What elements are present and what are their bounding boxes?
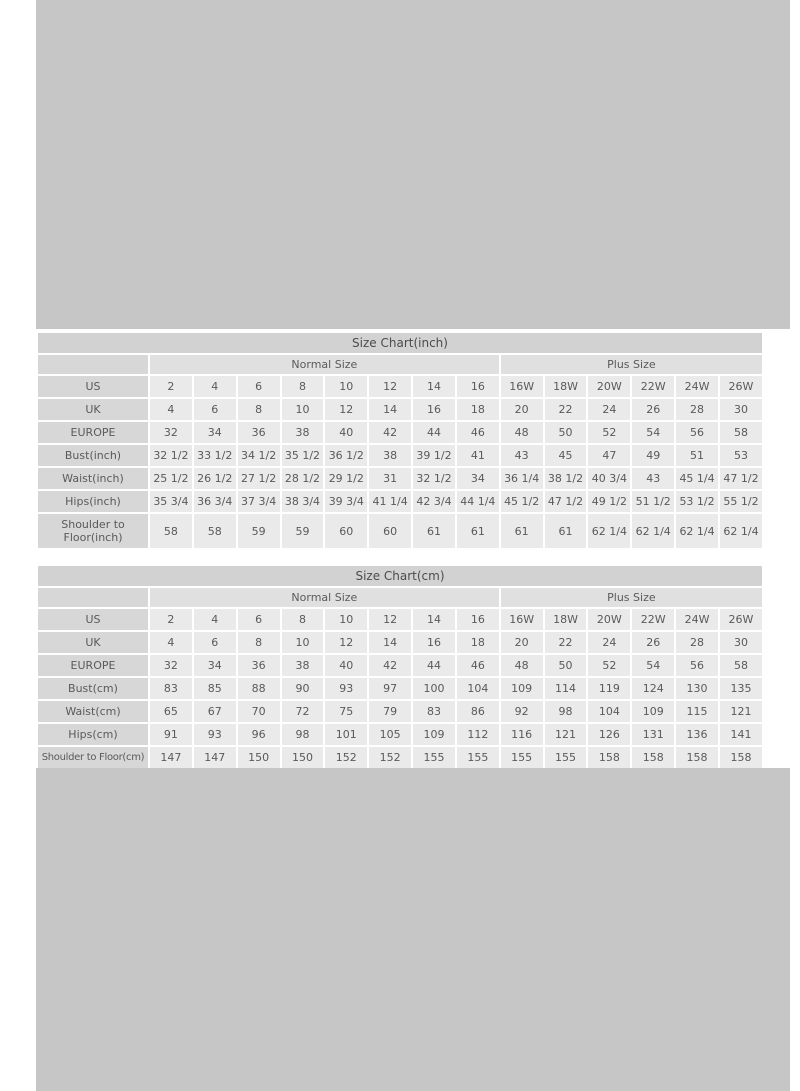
size-value-cell: 30 [720, 632, 762, 653]
size-value-cell: 39 1/2 [413, 445, 455, 466]
size-value-cell: 26W [720, 376, 762, 397]
size-value-cell: 101 [325, 724, 367, 745]
table-row [38, 609, 762, 630]
row-label: Shoulder to Floor(cm) [38, 747, 148, 768]
size-value-cell: 131 [632, 724, 674, 745]
size-value-cell: 16W [501, 609, 543, 630]
plus-size-group-header: Plus Size [501, 355, 762, 374]
column-group-row [38, 588, 762, 607]
size-value-cell: 96 [238, 724, 280, 745]
size-value-cell: 6 [194, 632, 236, 653]
table-row [38, 655, 762, 676]
size-value-cell: 12 [325, 399, 367, 420]
size-value-cell: 16W [501, 376, 543, 397]
size-value-cell: 38 [282, 422, 324, 443]
size-value-cell: 70 [238, 701, 280, 722]
table-row [38, 399, 762, 420]
size-value-cell: 109 [501, 678, 543, 699]
size-value-cell: 93 [325, 678, 367, 699]
size-value-cell: 49 [632, 445, 674, 466]
table-row [38, 514, 762, 548]
size-value-cell: 115 [676, 701, 718, 722]
size-value-cell: 49 1/2 [588, 491, 630, 512]
size-value-cell: 121 [545, 724, 587, 745]
table-row [38, 445, 762, 466]
size-value-cell: 58 [720, 655, 762, 676]
size-value-cell: 14 [369, 399, 411, 420]
size-value-cell: 22 [545, 399, 587, 420]
size-value-cell: 8 [282, 609, 324, 630]
size-value-cell: 8 [282, 376, 324, 397]
row-label: Hips(inch) [38, 491, 148, 512]
size-value-cell: 141 [720, 724, 762, 745]
size-value-cell: 20W [588, 609, 630, 630]
size-value-cell: 58 [194, 514, 236, 548]
table-row [38, 632, 762, 653]
size-value-cell: 33 1/2 [194, 445, 236, 466]
size-value-cell: 46 [457, 655, 499, 676]
size-value-cell: 47 [588, 445, 630, 466]
column-group-row [38, 355, 762, 374]
size-value-cell: 26 [632, 399, 674, 420]
size-value-cell: 104 [457, 678, 499, 699]
size-value-cell: 6 [238, 376, 280, 397]
size-value-cell: 2 [150, 609, 192, 630]
size-value-cell: 109 [413, 724, 455, 745]
size-value-cell: 29 1/2 [325, 468, 367, 489]
size-value-cell: 86 [457, 701, 499, 722]
size-value-cell: 53 1/2 [676, 491, 718, 512]
table-title: Size Chart(cm) [38, 566, 762, 586]
size-value-cell: 158 [720, 747, 762, 768]
size-value-cell: 38 1/2 [545, 468, 587, 489]
size-value-cell: 4 [194, 609, 236, 630]
size-value-cell: 44 [413, 422, 455, 443]
size-value-cell: 40 [325, 422, 367, 443]
table-row [38, 491, 762, 512]
row-label: EUROPE [38, 422, 148, 443]
size-value-cell: 20W [588, 376, 630, 397]
size-value-cell: 83 [150, 678, 192, 699]
size-value-cell: 51 [676, 445, 718, 466]
size-value-cell: 54 [632, 422, 674, 443]
size-value-cell: 10 [282, 399, 324, 420]
size-value-cell: 61 [501, 514, 543, 548]
size-value-cell: 34 [194, 422, 236, 443]
size-value-cell: 158 [588, 747, 630, 768]
size-value-cell: 90 [282, 678, 324, 699]
size-value-cell: 32 1/2 [150, 445, 192, 466]
size-value-cell: 24W [676, 376, 718, 397]
size-value-cell: 85 [194, 678, 236, 699]
size-value-cell: 42 3/4 [413, 491, 455, 512]
size-value-cell: 26W [720, 609, 762, 630]
size-value-cell: 36 1/2 [325, 445, 367, 466]
size-value-cell: 58 [720, 422, 762, 443]
size-value-cell: 14 [413, 609, 455, 630]
size-value-cell: 45 [545, 445, 587, 466]
size-value-cell: 12 [325, 632, 367, 653]
size-value-cell: 130 [676, 678, 718, 699]
size-value-cell: 124 [632, 678, 674, 699]
size-value-cell: 12 [369, 609, 411, 630]
size-value-cell: 150 [282, 747, 324, 768]
row-label: EUROPE [38, 655, 148, 676]
size-value-cell: 10 [282, 632, 324, 653]
size-value-cell: 30 [720, 399, 762, 420]
size-value-cell: 24 [588, 632, 630, 653]
size-value-cell: 98 [282, 724, 324, 745]
size-value-cell: 55 1/2 [720, 491, 762, 512]
normal-size-group-header: Normal Size [150, 588, 499, 607]
size-value-cell: 40 3/4 [588, 468, 630, 489]
size-value-cell: 88 [238, 678, 280, 699]
size-value-cell: 46 [457, 422, 499, 443]
size-value-cell: 147 [150, 747, 192, 768]
size-value-cell: 155 [501, 747, 543, 768]
size-value-cell: 150 [238, 747, 280, 768]
plus-size-group-header: Plus Size [501, 588, 762, 607]
size-value-cell: 28 [676, 632, 718, 653]
size-value-cell: 48 [501, 655, 543, 676]
size-value-cell: 56 [676, 422, 718, 443]
size-value-cell: 62 1/4 [632, 514, 674, 548]
size-value-cell: 104 [588, 701, 630, 722]
size-value-cell: 35 3/4 [150, 491, 192, 512]
size-value-cell: 75 [325, 701, 367, 722]
row-label: Waist(inch) [38, 468, 148, 489]
size-value-cell: 100 [413, 678, 455, 699]
size-value-cell: 83 [413, 701, 455, 722]
size-value-cell: 32 [150, 422, 192, 443]
size-value-cell: 16 [413, 632, 455, 653]
size-value-cell: 61 [413, 514, 455, 548]
size-value-cell: 8 [238, 399, 280, 420]
size-value-cell: 50 [545, 422, 587, 443]
size-value-cell: 59 [238, 514, 280, 548]
size-value-cell: 2 [150, 376, 192, 397]
size-value-cell: 41 [457, 445, 499, 466]
size-value-cell: 35 1/2 [282, 445, 324, 466]
size-value-cell: 31 [369, 468, 411, 489]
size-value-cell: 37 3/4 [238, 491, 280, 512]
size-value-cell: 32 1/2 [413, 468, 455, 489]
size-value-cell: 38 [282, 655, 324, 676]
size-value-cell: 6 [238, 609, 280, 630]
normal-size-group-header: Normal Size [150, 355, 499, 374]
size-value-cell: 24 [588, 399, 630, 420]
size-value-cell: 112 [457, 724, 499, 745]
size-value-cell: 79 [369, 701, 411, 722]
size-value-cell: 14 [413, 376, 455, 397]
size-value-cell: 44 1/4 [457, 491, 499, 512]
size-value-cell: 135 [720, 678, 762, 699]
table-row [38, 747, 762, 768]
top-placeholder-block [36, 0, 790, 329]
size-value-cell: 60 [369, 514, 411, 548]
row-label: US [38, 609, 148, 630]
size-value-cell: 38 [369, 445, 411, 466]
size-value-cell: 98 [545, 701, 587, 722]
size-value-cell: 36 1/4 [501, 468, 543, 489]
size-value-cell: 41 1/4 [369, 491, 411, 512]
size-value-cell: 8 [238, 632, 280, 653]
size-value-cell: 54 [632, 655, 674, 676]
size-value-cell: 92 [501, 701, 543, 722]
size-value-cell: 16 [457, 376, 499, 397]
size-value-cell: 36 [238, 422, 280, 443]
size-value-cell: 16 [457, 609, 499, 630]
table-row [38, 701, 762, 722]
corner-cell [38, 355, 148, 374]
row-label: UK [38, 632, 148, 653]
size-value-cell: 51 1/2 [632, 491, 674, 512]
size-chart-inch-table [36, 331, 764, 550]
size-value-cell: 62 1/4 [588, 514, 630, 548]
size-value-cell: 42 [369, 655, 411, 676]
size-value-cell: 60 [325, 514, 367, 548]
row-label: US [38, 376, 148, 397]
size-value-cell: 16 [413, 399, 455, 420]
table-row [38, 376, 762, 397]
size-value-cell: 121 [720, 701, 762, 722]
size-value-cell: 44 [413, 655, 455, 676]
table-title-row [38, 566, 762, 586]
size-value-cell: 22 [545, 632, 587, 653]
size-value-cell: 59 [282, 514, 324, 548]
size-value-cell: 47 1/2 [545, 491, 587, 512]
row-label: Bust(inch) [38, 445, 148, 466]
size-value-cell: 34 [194, 655, 236, 676]
size-value-cell: 147 [194, 747, 236, 768]
table-row [38, 468, 762, 489]
size-value-cell: 136 [676, 724, 718, 745]
size-value-cell: 93 [194, 724, 236, 745]
size-value-cell: 36 [238, 655, 280, 676]
size-value-cell: 28 [676, 399, 718, 420]
size-value-cell: 116 [501, 724, 543, 745]
size-value-cell: 65 [150, 701, 192, 722]
size-value-cell: 58 [150, 514, 192, 548]
size-value-cell: 152 [369, 747, 411, 768]
size-value-cell: 26 [632, 632, 674, 653]
size-value-cell: 45 1/4 [676, 468, 718, 489]
size-value-cell: 34 1/2 [238, 445, 280, 466]
size-value-cell: 158 [632, 747, 674, 768]
size-value-cell: 62 1/4 [676, 514, 718, 548]
size-value-cell: 109 [632, 701, 674, 722]
size-value-cell: 53 [720, 445, 762, 466]
size-value-cell: 48 [501, 422, 543, 443]
size-value-cell: 155 [413, 747, 455, 768]
size-value-cell: 18W [545, 376, 587, 397]
corner-cell [38, 588, 148, 607]
size-value-cell: 26 1/2 [194, 468, 236, 489]
size-value-cell: 126 [588, 724, 630, 745]
size-value-cell: 105 [369, 724, 411, 745]
table-row [38, 678, 762, 699]
size-value-cell: 61 [545, 514, 587, 548]
size-value-cell: 72 [282, 701, 324, 722]
size-value-cell: 67 [194, 701, 236, 722]
size-chart-cm-table [36, 564, 764, 770]
size-value-cell: 10 [325, 376, 367, 397]
row-label: Hips(cm) [38, 724, 148, 745]
size-value-cell: 36 3/4 [194, 491, 236, 512]
size-value-cell: 25 1/2 [150, 468, 192, 489]
table-row [38, 422, 762, 443]
size-value-cell: 18W [545, 609, 587, 630]
size-value-cell: 43 [501, 445, 543, 466]
size-value-cell: 119 [588, 678, 630, 699]
size-value-cell: 155 [545, 747, 587, 768]
size-value-cell: 32 [150, 655, 192, 676]
table-row [38, 724, 762, 745]
size-charts-section [36, 331, 764, 770]
size-value-cell: 47 1/2 [720, 468, 762, 489]
row-label: Waist(cm) [38, 701, 148, 722]
bottom-placeholder-block [36, 768, 790, 1091]
size-value-cell: 20 [501, 399, 543, 420]
size-value-cell: 152 [325, 747, 367, 768]
size-value-cell: 38 3/4 [282, 491, 324, 512]
size-value-cell: 12 [369, 376, 411, 397]
size-value-cell: 4 [150, 632, 192, 653]
size-value-cell: 42 [369, 422, 411, 443]
size-value-cell: 39 3/4 [325, 491, 367, 512]
size-value-cell: 22W [632, 609, 674, 630]
row-label: Shoulder to Floor(inch) [38, 514, 148, 548]
size-value-cell: 6 [194, 399, 236, 420]
size-value-cell: 28 1/2 [282, 468, 324, 489]
size-value-cell: 43 [632, 468, 674, 489]
size-value-cell: 158 [676, 747, 718, 768]
size-value-cell: 27 1/2 [238, 468, 280, 489]
size-value-cell: 62 1/4 [720, 514, 762, 548]
size-value-cell: 14 [369, 632, 411, 653]
size-value-cell: 10 [325, 609, 367, 630]
row-label: UK [38, 399, 148, 420]
size-value-cell: 34 [457, 468, 499, 489]
size-value-cell: 114 [545, 678, 587, 699]
size-value-cell: 155 [457, 747, 499, 768]
size-value-cell: 18 [457, 399, 499, 420]
size-value-cell: 45 1/2 [501, 491, 543, 512]
size-value-cell: 4 [194, 376, 236, 397]
size-value-cell: 40 [325, 655, 367, 676]
row-label: Bust(cm) [38, 678, 148, 699]
size-value-cell: 61 [457, 514, 499, 548]
size-value-cell: 52 [588, 655, 630, 676]
size-value-cell: 50 [545, 655, 587, 676]
size-value-cell: 52 [588, 422, 630, 443]
size-value-cell: 24W [676, 609, 718, 630]
size-value-cell: 4 [150, 399, 192, 420]
size-value-cell: 97 [369, 678, 411, 699]
size-value-cell: 18 [457, 632, 499, 653]
size-value-cell: 56 [676, 655, 718, 676]
table-title: Size Chart(inch) [38, 333, 762, 353]
table-title-row [38, 333, 762, 353]
size-value-cell: 20 [501, 632, 543, 653]
size-value-cell: 91 [150, 724, 192, 745]
size-value-cell: 22W [632, 376, 674, 397]
